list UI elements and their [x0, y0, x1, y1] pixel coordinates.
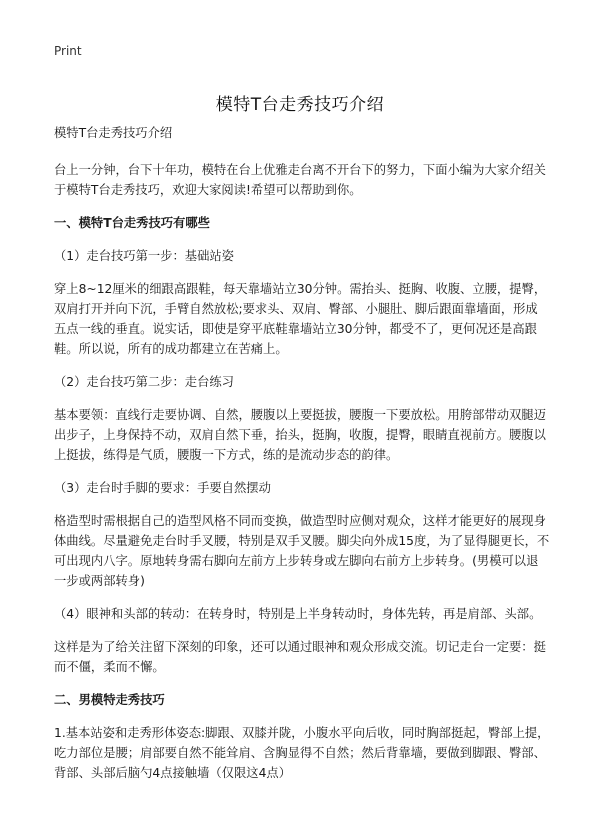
male-item-1: 1.基本站姿和走秀形体姿态:脚跟、双膝并陇，小腹水平向后收，同时胸部挺起，臀部上提，吃力部位是腰；肩部要自然不能耸肩、含胸显得不自然；然后背靠墙，要做到脚跟、臀部、背部、头部后脑勺4点接触墙（仅限这4点） [54, 726, 550, 780]
step1-title: （1）走台技巧第一步：基础站姿 [54, 249, 234, 263]
article-body [54, 123, 550, 796]
step1-paragraph: 穿上8~12厘米的细跟高跟鞋，每天靠墙站立30分钟。需抬头、挺胸、收腹、立腰，提臀，双肩打开并向下沉，手臂自然放松;要求头、双肩、臀部、小腿肚、脚后跟面靠墙面，形成五点一线的垂直。说实话，即使是穿平底鞋靠墙站立30分钟，都受不了，更何况还是高跟鞋。所以说，所有的成功都建立在苦痛上。 [54, 282, 547, 356]
step3-paragraph: 格造型时需根据自己的造型风格不同而变换，做造型时应侧对观众，这样才能更好的展现身体曲线。尽量避免走台时手叉腰，特别是双手叉腰。脚尖向外成15度，为了显得腿更长，不可出现内八字。原地转身需右脚向左前方上步转身或左脚向右前方上步转身。(男模可以退一步或两部转身) [54, 514, 550, 588]
section-heading-1: 一、模特T台走秀技巧有哪些 [54, 216, 210, 230]
step3-title: （3）走台时手脚的要求：手要自然摆动 [54, 481, 271, 495]
intro-paragraph: 台上一分钟，台下十年功，模特在台上优雅走台离不开台下的努力，下面小编为大家介绍关于模特T台走秀技巧，欢迎大家阅读!希望可以帮助到你。 [54, 163, 546, 197]
section-heading-2: 二、男模特走秀技巧 [54, 693, 165, 707]
step4-paragraph: （4）眼神和头部的转动：在转身时，特别是上半身转动时，身体先转，再是肩部、头部。 [54, 607, 542, 621]
step2-paragraph: 基本要领：直线行走要协调、自然，腰腹以上要挺拔，腰腹一下要放松。用胯部带动双腿迈出步子，上身保持不动，双肩自然下垂，抬头，挺胸，收腹，提臀，眼睛直视前方。腰腹以上挺拔，练得是气质，腰腹一下方式，练的是流动步态的韵律。 [54, 408, 546, 462]
step2-title: （2）走台技巧第二步：走台练习 [54, 375, 234, 389]
closing-paragraph: 这样是为了给关注留下深刻的印象，还可以通过眼神和观众形成交流。切记走台一定要：挺而不僵，柔而不懈。 [54, 640, 546, 674]
print-label: Print [54, 44, 82, 58]
article-subtitle: 模特T台走秀技巧介绍 [54, 126, 173, 140]
page-title: 模特T台走秀技巧介绍 [215, 95, 385, 116]
